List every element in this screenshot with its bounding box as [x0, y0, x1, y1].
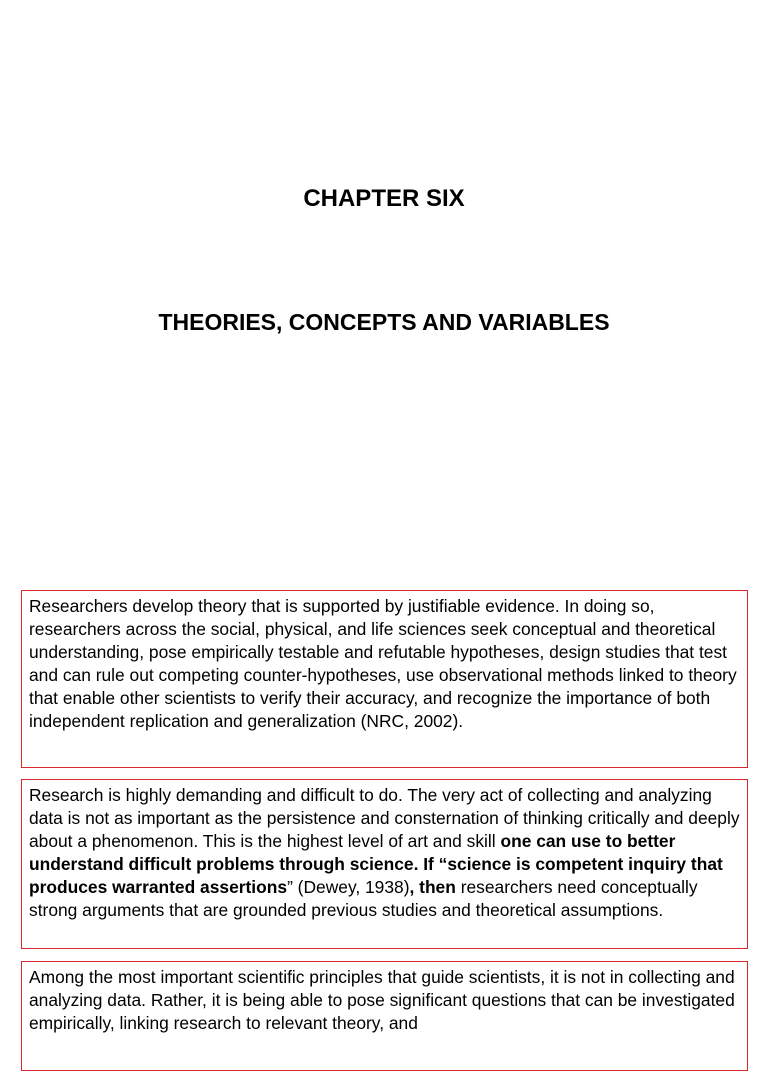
paragraph-research-demanding	[29, 784, 740, 922]
paragraph-part-end: researchers need conceptually strong arguments that are grounded previous studies and theoretical assumptions.	[29, 877, 698, 920]
text-box-research-demanding	[21, 779, 748, 949]
chapter-number: CHAPTER SIX	[303, 185, 465, 212]
paragraph-part-bold-2: , then	[409, 877, 456, 897]
paragraph-part-start: Research is highly demanding and difficult to do. The very act of collecting and analyzing data is not as important as the persistence and consternation of thinking critically and deeply about a phenomenon. This is the highest level of art and skill	[29, 785, 740, 851]
paragraph-part-bold-1: one can use to better understand difficult problems through science. If “science is competent inquiry that produces warranted assertions	[29, 831, 723, 897]
paragraph-evidence: Researchers develop theory that is supported by justifiable evidence. In doing so, researchers across the social, physical, and life sciences seek conceptual and theoretical understanding, pose empirically testable and refutable hypotheses, design studies that test and can rule out competing counter-hypotheses, use observational methods linked to theory that enable other scientists to verify their accuracy, and recognize the importance of both independent replication and generalization (NRC, 2002).	[29, 596, 737, 731]
paragraph-scientific-principles: Among the most important scientific principles that guide scientists, it is not in collecting and analyzing data. Rather, it is being able to pose significant questions that can be investigated empirically, linking research to relevant theory, and	[29, 967, 735, 1033]
chapter-title: THEORIES, CONCEPTS AND VARIABLES	[158, 309, 610, 335]
text-box-scientific-principles	[21, 961, 748, 1071]
text-box-evidence	[21, 590, 748, 768]
paragraph-part-citation: ” (Dewey, 1938)	[287, 877, 410, 897]
